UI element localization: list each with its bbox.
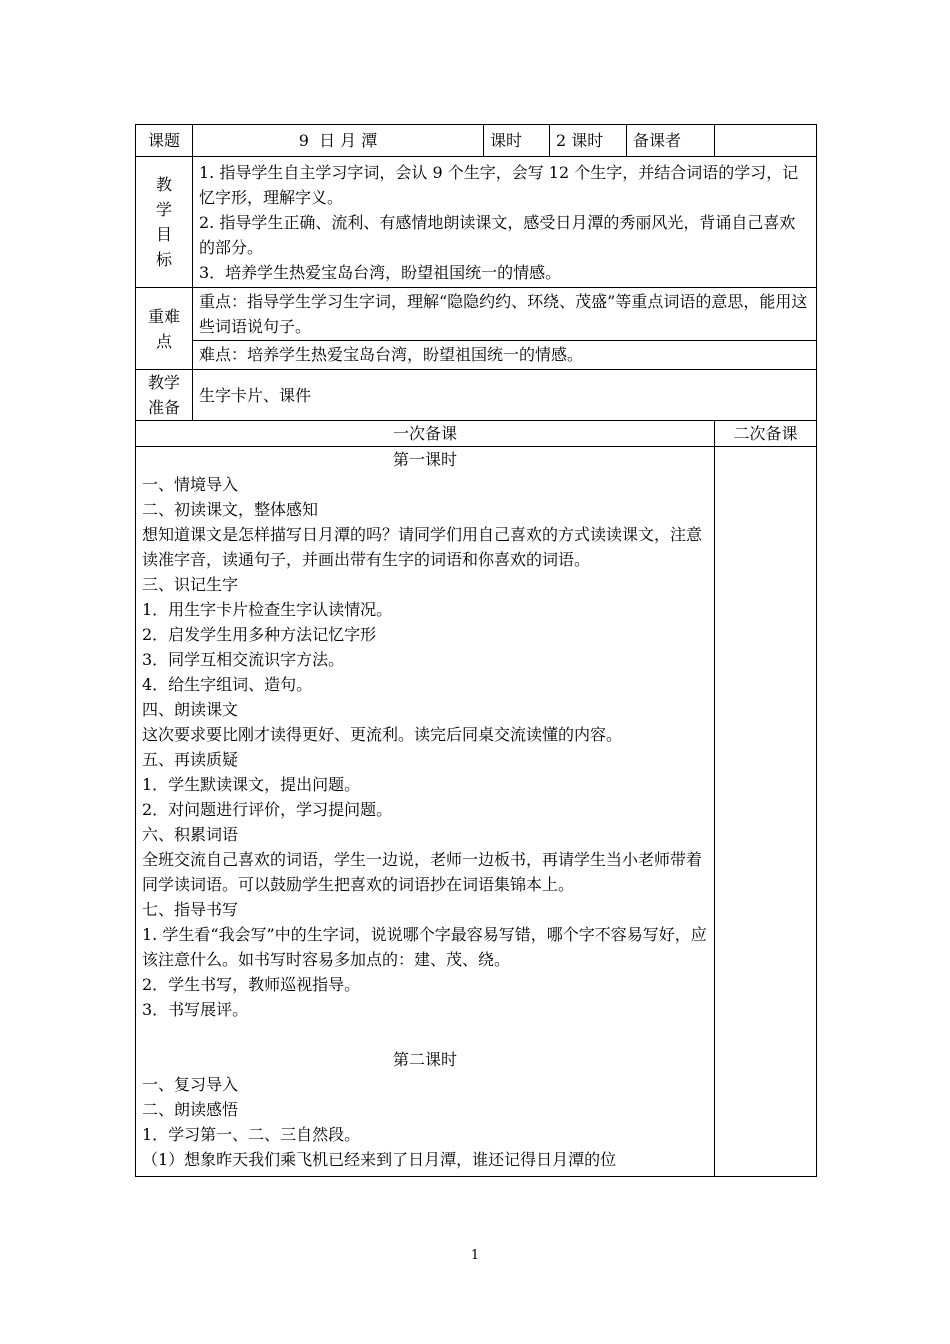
lesson-line: 二、初读课文，整体感知 [142, 500, 319, 519]
lesson-line: 一、情境导入 [142, 475, 239, 494]
topic-value: 9 日 月 潭 [193, 125, 484, 157]
second-prep-content [715, 447, 817, 1177]
lesson-line: 二、朗读感悟 [142, 1100, 239, 1119]
preparer-label: 备课者 [627, 125, 715, 157]
page-number: 1 [470, 1248, 480, 1263]
lesson-line: 2．学生书写，教师巡视指导。 [142, 975, 361, 994]
lesson2-title: 第二课时 [392, 1050, 457, 1069]
lesson-line: 1. 学生看“我会写”中的生字词，说说哪个字最容易写错，哪个字不容易写好，应该注意什么。如书写时容易多加点的：建、茂、绕。 [142, 925, 707, 969]
lesson-line: 4．给生字组词、造句。 [142, 675, 313, 694]
lesson-line: 四、朗读课文 [142, 700, 239, 719]
topic-label: 课题 [136, 125, 193, 157]
objective-item: 2. 指导学生正确、流利、有感情地朗读课文，感受日月潭的秀丽风光，背诵自己喜欢的部分。 [199, 213, 796, 257]
key-focus: 重点：指导学生学习生字词，理解“隐隐约约、环绕、茂盛”等重点词语的意思，能用这些词语说句子。 [193, 288, 817, 341]
lesson1-title: 第一课时 [392, 450, 457, 469]
blank-line [142, 1022, 708, 1047]
period-label: 课时 [484, 125, 550, 157]
lesson-line: （1）想象昨天我们乘飞机已经来到了日月潭，谁还记得日月潭的位 [142, 1150, 617, 1169]
objective-item: 3．培养学生热爱宝岛台湾，盼望祖国统一的情感。 [199, 263, 562, 282]
lesson-line: 2．启发学生用多种方法记忆字形 [142, 625, 377, 644]
first-prep-header: 一次备课 [136, 421, 715, 447]
lesson-line: 1．学生默读课文，提出问题。 [142, 775, 361, 794]
lesson-line: 想知道课文是怎样描写日月潭的吗？请同学们用自己喜欢的方式读读课文，注意读准字音，读通句子，并画出带有生字的词语和你喜欢的词语。 [142, 525, 703, 569]
key-points-label: 重难点 [136, 288, 193, 370]
preparation-value: 生字卡片、课件 [193, 370, 817, 421]
lesson-line: 全班交流自己喜欢的词语，学生一边说，老师一边板书，再请学生当小老师带着同学读词语。可以鼓励学生把喜欢的词语抄在词语集锦本上。 [142, 850, 703, 894]
objective-item: 1. 指导学生自主学习字词，会认 9 个生字，会写 12 个生字，并结合词语的学习，记忆字形，理解字义。 [199, 163, 799, 207]
lesson-line: 1．用生字卡片检查生字认读情况。 [142, 600, 393, 619]
first-prep-content [136, 447, 715, 1177]
lesson-line: 这次要求要比刚才读得更好、更流利。读完后同桌交流读懂的内容。 [142, 725, 623, 744]
lesson-line: 1．学习第一、二、三自然段。 [142, 1125, 361, 1144]
lesson-line: 3．同学互相交流识字方法。 [142, 650, 345, 669]
lesson-line: 三、识记生字 [142, 575, 239, 594]
lesson-line: 2．对问题进行评价，学习提问题。 [142, 800, 393, 819]
second-prep-header: 二次备课 [715, 421, 817, 447]
objectives-label: 教 学 目 标 [136, 157, 193, 288]
lesson-plan-table [135, 124, 817, 1177]
lesson-line: 六、积累词语 [142, 825, 239, 844]
lesson-line: 一、复习导入 [142, 1075, 239, 1094]
preparer-value [715, 125, 817, 157]
lesson-line: 3．书写展评。 [142, 1000, 249, 1019]
lesson-line: 五、再读质疑 [142, 750, 239, 769]
lesson-line: 七、指导书写 [142, 900, 239, 919]
preparation-label: 教学准备 [136, 370, 193, 421]
objectives-content [193, 157, 817, 288]
key-difficulty: 难点：培养学生热爱宝岛台湾，盼望祖国统一的情感。 [193, 341, 817, 370]
period-value: 2 课时 [550, 125, 627, 157]
